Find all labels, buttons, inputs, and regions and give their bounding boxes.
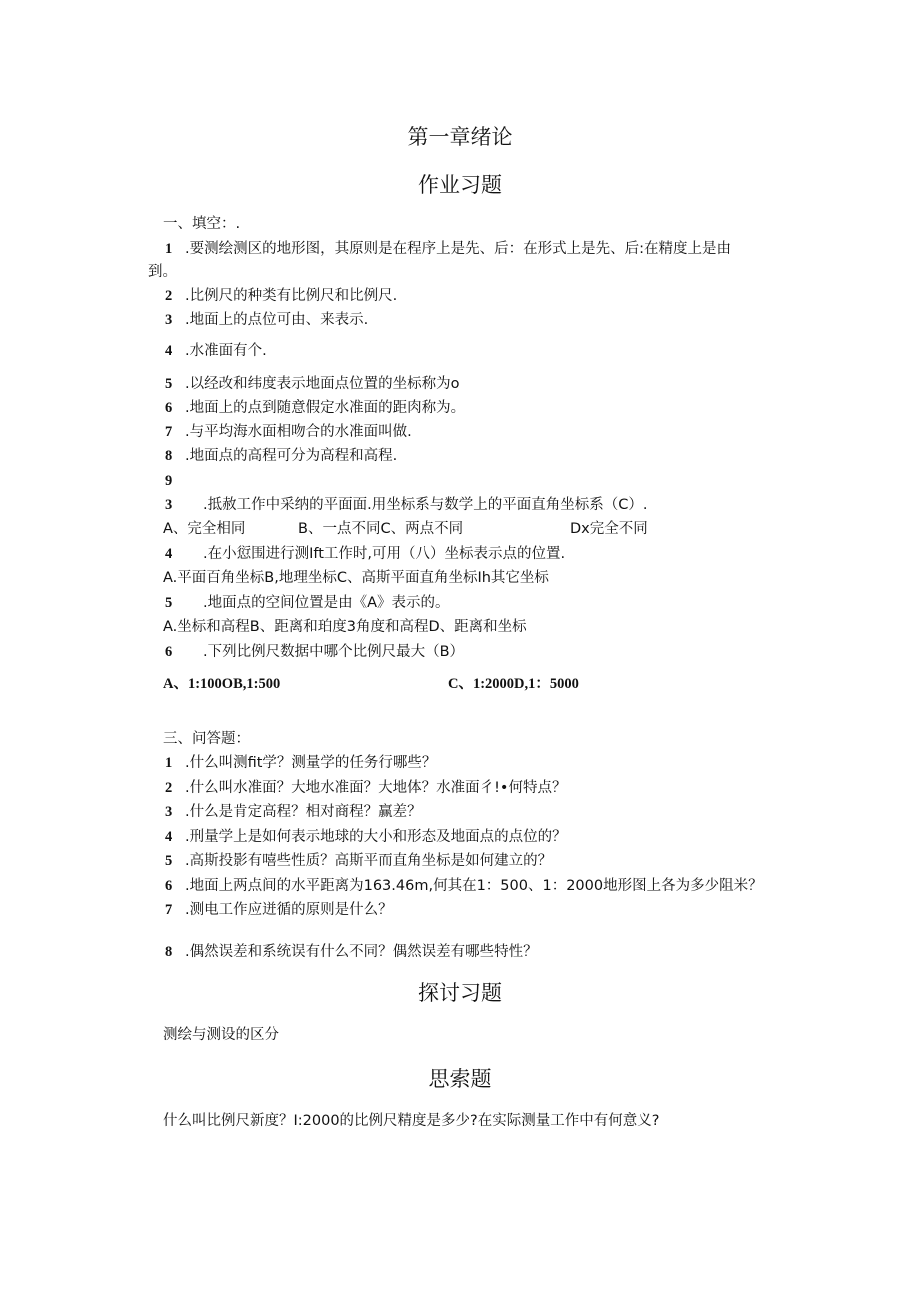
item-text: .以经改和纬度表示地面点位置的坐标称为o [185,376,460,392]
item-number: 6 [165,878,173,894]
item-number: 5 [165,595,173,611]
question-text: .地面点的空间位置是由《A》表示的。 [203,595,450,611]
question-5-options: A.坐标和高程B、距离和珀度3角度和高程D、距离和坐标 [163,619,527,635]
item-number: 9 [165,473,173,489]
item-number: 6 [165,644,173,660]
item-number: 5 [165,853,173,869]
item-number: 7 [165,424,173,440]
question-text: .抵赦工作中采纳的平面面.用坐标系与数学上的平面直角坐标系（C）. [203,497,648,513]
item-number: 4 [165,546,173,562]
item-number: 1 [165,241,173,257]
option-c-d: C、1:2000D,1：5000 [448,676,579,692]
item-text: .偶然误差和系统误有什么不同？偶然误差有哪些特性？ [185,944,538,960]
item-number: 8 [165,448,173,464]
item-text: .地面点的高程可分为高程和高程. [185,448,398,464]
item-text: .与平均海水面相吻合的水准面叫做. [185,424,412,440]
item-text: .刑量学上是如何表示地球的大小和形态及地面点的点位的？ [185,829,567,845]
item-text: .测电工作应迸循的原则是什么？ [185,902,393,918]
item-number: 3 [165,312,173,328]
question-4-options: A.平面百角坐标B,地理坐标C、高斯平面直角坐标Ih其它坐标 [163,570,549,586]
option-a: A、完全相同 [163,521,246,537]
item-number: 1 [165,755,173,771]
item-text: .什么叫水准面？大地水准面？大地体？水准面彳!•何特点？ [185,780,567,796]
option-a-b: A、1:100OB,1:500 [163,676,281,692]
option-b-c: B、一点不同C、两点不同 [298,521,464,537]
item-text: .比例尺的种类有比例尺和比例尺. [185,288,398,304]
item-text: .地面上两点间的水平距离为163.46m,何其在1：500、1：2000地形图上各为多少阻米？ [185,878,763,894]
section3-heading: 三、问答题： [163,731,250,747]
item-number: 2 [165,288,173,304]
item-number: 3 [165,804,173,820]
section1-heading: 一、填空：. [163,216,241,232]
item-text-continuation: 到。 [148,264,177,280]
item-number: 4 [165,829,173,845]
item-number: 5 [165,376,173,392]
item-number: 2 [165,780,173,796]
thinking-text: 什么叫比例尺新度？I:2000的比例尺精度是多少?在实际测量工作中有何意义? [163,1113,660,1129]
thinking-title: 思索题 [428,1067,492,1091]
item-text: .水准面有个. [185,343,267,359]
item-text: .地面上的点位可由、来表示. [185,312,369,328]
item-number: 7 [165,902,173,918]
item-number: 3 [165,497,173,513]
item-number: 8 [165,944,173,960]
question-text: .在小愆围进行测Ift工作时,可用（八）坐标表示点的位置. [203,546,566,562]
item-text: .什么叫测fit学？测量学的任务行哪些？ [185,755,437,771]
item-number: 6 [165,400,173,416]
discussion-text: 测绘与测设的区分 [163,1027,279,1043]
chapter-title: 第一章绪论 [407,125,513,149]
discussion-title: 探讨习题 [418,981,502,1005]
item-text: .高斯投影有嘻些性质？高斯平而直角坐标是如何建立的？ [185,853,553,869]
item-text: .要测绘测区的地形图，其原则是在程序上是先、后：在形式上是先、后:在精度上是由 [185,241,731,257]
item-text: .什么是肯定高程？相对商程？赢差？ [185,804,422,820]
homework-title: 作业习题 [418,173,502,197]
option-d: Dx完全不同 [570,521,648,537]
question-text: .下列比例尺数据中哪个比例尺最大（B） [203,644,465,660]
item-text: .地面上的点到随意假定水准面的距肉称为。 [185,400,466,416]
item-number: 4 [165,343,173,359]
